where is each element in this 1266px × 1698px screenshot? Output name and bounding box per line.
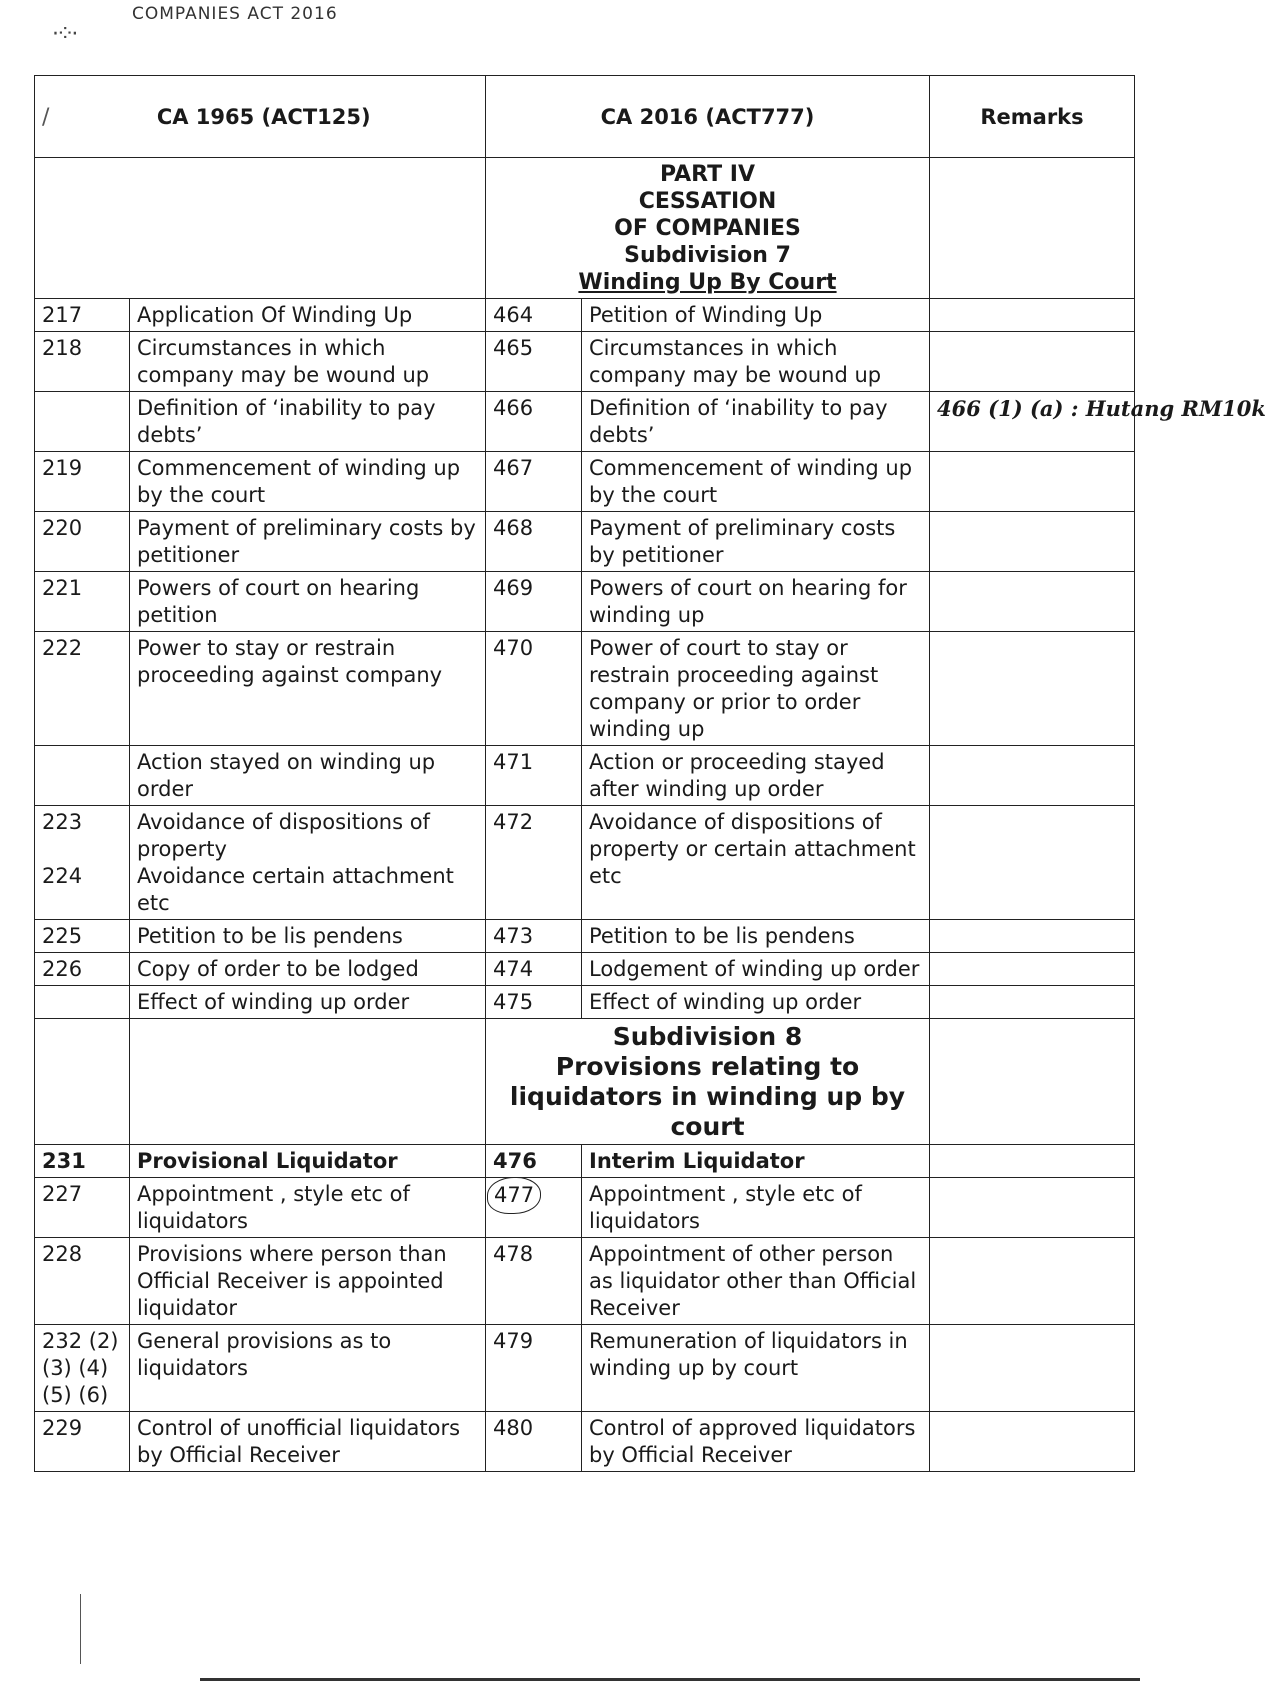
remark	[930, 1145, 1135, 1178]
old-section-title-text: Petition to be lis pendens	[137, 924, 403, 948]
new-section-number-text: 475	[493, 990, 534, 1014]
old-section-title-text: Power to stay or restrain proceeding against company	[137, 636, 443, 687]
table-row	[35, 746, 1135, 806]
old-section-title-text: Copy of order to be lodged	[137, 957, 419, 981]
new-section-number-text: 471	[493, 750, 534, 774]
old-section-title	[130, 332, 486, 392]
old-section-number-text: 226	[42, 957, 83, 981]
header-ca1965: / CA 1965 (ACT125)	[35, 76, 486, 158]
new-section-title: Definition of ‘inability to pay debts’	[582, 392, 930, 452]
new-section-title: Powers of court on hearing for winding up	[582, 572, 930, 632]
new-section-number	[486, 392, 582, 452]
remark	[930, 512, 1135, 572]
new-section-number-text: 465	[493, 336, 534, 360]
new-section-title: Commencement of winding up by the court	[582, 452, 930, 512]
new-section-number	[486, 920, 582, 953]
old-section-title-text: Definition of ‘inability to pay debts’	[137, 396, 436, 447]
part-heading: PART IV CESSATION OF COMPANIES Subdivision 7 Winding Up By Court	[486, 158, 930, 299]
old-section-number-text: 224	[42, 864, 83, 888]
new-section-number	[486, 746, 582, 806]
new-section-title: Effect of winding up order	[582, 986, 930, 1019]
new-section-number-text: 469	[493, 576, 534, 600]
old-section-number	[35, 1325, 130, 1412]
old-section-number-text: 232 (2)(3) (4)(5) (6)	[42, 1329, 119, 1407]
new-section-title: Remuneration of liquidators in winding up by court	[582, 1325, 930, 1412]
remark	[930, 746, 1135, 806]
old-section-number-text: 231	[42, 1149, 86, 1173]
old-section-number	[35, 920, 130, 953]
new-section-title: Circumstances in which company may be wound up	[582, 332, 930, 392]
new-section-title: Action or proceeding stayed after winding up order	[582, 746, 930, 806]
scan-smudge: ·⁘·	[52, 22, 76, 47]
old-section-number	[35, 953, 130, 986]
scan-margin-mark	[20, 1594, 81, 1664]
new-section-number-text: 464	[493, 303, 534, 327]
table-row	[35, 572, 1135, 632]
old-section-number	[35, 632, 130, 746]
old-section-title-text: Payment of preliminary costs by petitioner	[137, 516, 476, 567]
old-section-title	[130, 1238, 486, 1325]
new-section-number	[486, 986, 582, 1019]
footer-rule	[200, 1678, 1140, 1681]
new-section-number	[486, 1325, 582, 1412]
old-section-title	[130, 392, 486, 452]
old-section-title	[130, 1412, 486, 1472]
remark	[930, 1238, 1135, 1325]
new-section-number	[486, 1412, 582, 1472]
old-section-title	[130, 986, 486, 1019]
old-section-number	[35, 452, 130, 512]
new-section-number-text: 467	[493, 456, 534, 480]
new-section-number-text: 466	[493, 396, 534, 420]
new-section-title: Lodgement of winding up order	[582, 953, 930, 986]
header-row	[35, 76, 1135, 158]
remark	[930, 1325, 1135, 1412]
new-section-number-text: 468	[493, 516, 534, 540]
new-section-number-text: 478	[493, 1242, 534, 1266]
table-row	[35, 1412, 1135, 1472]
old-section-number	[35, 332, 130, 392]
new-section-title: Payment of preliminary costs by petitioner	[582, 512, 930, 572]
old-section-title	[130, 953, 486, 986]
new-section-number-text: 480	[493, 1416, 534, 1440]
new-section-title: Control of approved liquidators by Official Receiver	[582, 1412, 930, 1472]
old-section-number	[35, 392, 130, 452]
new-section-number	[486, 572, 582, 632]
remark	[930, 920, 1135, 953]
header-ca2016: CA 2016 (ACT777)	[486, 76, 930, 158]
old-section-title	[130, 806, 486, 920]
old-section-title-text: Powers of court on hearing petition	[137, 576, 420, 627]
old-section-number-text: 217	[42, 303, 83, 327]
remark	[930, 299, 1135, 332]
subdivision8-heading: Subdivision 8 Provisions relating to liquidators in winding up by court	[486, 1019, 930, 1145]
new-section-number	[486, 953, 582, 986]
table-row	[35, 392, 1135, 452]
old-section-number	[35, 572, 130, 632]
slash-mark: /	[42, 104, 50, 130]
new-section-number	[486, 332, 582, 392]
rows-subdivision-8	[35, 1145, 1135, 1472]
old-section-title-text: Provisional Liquidator	[137, 1149, 398, 1173]
table-row	[35, 1145, 1135, 1178]
old-section-title-text: Control of unofficial liquidators by Official Receiver	[137, 1416, 461, 1467]
table-row	[35, 299, 1135, 332]
rows-subdivision-7	[35, 299, 1266, 1019]
new-section-title: Appointment , style etc of liquidators	[582, 1178, 930, 1238]
old-section-title-text: General provisions as to liquidators	[137, 1329, 392, 1380]
comparison-table	[34, 75, 1266, 1472]
old-section-number	[35, 1145, 130, 1178]
old-section-title-text: Avoidance of dispositions of property	[137, 810, 430, 861]
old-section-number	[35, 806, 130, 920]
old-section-title-text: Avoidance certain attachment etc	[137, 864, 454, 915]
old-section-title	[130, 299, 486, 332]
old-section-number-text: 229	[42, 1416, 83, 1440]
old-section-title	[130, 1325, 486, 1412]
old-section-number	[35, 1178, 130, 1238]
table-row	[35, 632, 1135, 746]
new-section-number-text: 473	[493, 924, 534, 948]
old-section-title	[130, 1178, 486, 1238]
new-section-number	[486, 1178, 582, 1238]
old-section-title-text: Application Of Winding Up	[137, 303, 413, 327]
old-section-number	[35, 746, 130, 806]
remark	[930, 452, 1135, 512]
new-section-title: Petition of Winding Up	[582, 299, 930, 332]
new-section-number-text: 470	[493, 636, 534, 660]
old-section-number-text: 227	[42, 1182, 83, 1206]
old-section-title	[130, 452, 486, 512]
old-section-number-text: 228	[42, 1242, 83, 1266]
new-section-number	[486, 452, 582, 512]
new-section-title: Appointment of other person as liquidator other than Official Receiver	[582, 1238, 930, 1325]
table-row	[35, 452, 1135, 512]
old-section-title	[130, 512, 486, 572]
old-section-title-text: Action stayed on winding up order	[137, 750, 436, 801]
remark	[930, 572, 1135, 632]
new-section-number-text: 472	[493, 810, 534, 834]
old-section-number-text: 223	[42, 810, 83, 834]
old-section-number-text: 225	[42, 924, 83, 948]
old-section-number	[35, 1238, 130, 1325]
old-section-number-text: 219	[42, 456, 83, 480]
old-section-title-text: Effect of winding up order	[137, 990, 410, 1014]
old-section-title-text: Appointment , style etc of liquidators	[137, 1182, 410, 1233]
remark	[930, 806, 1135, 920]
new-section-title: Petition to be lis pendens	[582, 920, 930, 953]
old-section-title	[130, 632, 486, 746]
old-section-title-text: Circumstances in which company may be wound up	[137, 336, 430, 387]
table-row	[35, 1325, 1135, 1412]
old-section-title	[130, 572, 486, 632]
remark	[930, 632, 1135, 746]
old-section-number-text: 218	[42, 336, 83, 360]
table-row	[35, 806, 1135, 920]
new-section-title: Avoidance of dispositions of property or certain attachment etc	[582, 806, 930, 920]
new-section-number	[486, 1145, 582, 1178]
table-row	[35, 953, 1135, 986]
header-remarks: Remarks	[930, 76, 1135, 158]
old-section-title	[130, 746, 486, 806]
table-row	[35, 1178, 1135, 1238]
old-section-title	[130, 920, 486, 953]
new-section-number	[486, 512, 582, 572]
old-section-number	[35, 299, 130, 332]
old-section-number-text: 222	[42, 636, 83, 660]
new-section-number-text: 476	[493, 1149, 537, 1173]
old-section-title-text: Commencement of winding up by the court	[137, 456, 461, 507]
remark	[930, 1412, 1135, 1472]
table-row	[35, 920, 1135, 953]
new-section-number-text: 474	[493, 957, 534, 981]
new-section-title: Power of court to stay or restrain proceeding against company or prior to order winding up	[582, 632, 930, 746]
table-row	[35, 332, 1135, 392]
old-section-title-text: Provisions where person than Official Receiver is appointed liquidator	[137, 1242, 447, 1320]
old-section-title	[130, 1145, 486, 1178]
subdivision8-heading-row	[35, 1019, 1135, 1145]
old-section-number-text: 221	[42, 576, 83, 600]
table-row	[35, 512, 1135, 572]
remark	[930, 986, 1135, 1019]
new-section-number	[486, 632, 582, 746]
new-section-number-text: 477	[487, 1177, 541, 1214]
old-section-number	[35, 512, 130, 572]
remark	[930, 953, 1135, 986]
part-heading-row	[35, 158, 1135, 299]
table-row	[35, 986, 1135, 1019]
remark	[930, 1178, 1135, 1238]
new-section-number	[486, 299, 582, 332]
new-section-number-text: 479	[493, 1329, 534, 1353]
old-section-number	[35, 1412, 130, 1472]
new-section-title: Interim Liquidator	[582, 1145, 930, 1178]
table-row	[35, 1238, 1135, 1325]
running-header: COMPANIES ACT 2016	[132, 4, 338, 24]
new-section-number	[486, 1238, 582, 1325]
remark	[930, 332, 1135, 392]
old-section-number	[35, 986, 130, 1019]
remark: 466 (1) (a) : Hutang RM10k	[930, 392, 1135, 452]
new-section-number	[486, 806, 582, 920]
old-section-number-text: 220	[42, 516, 83, 540]
